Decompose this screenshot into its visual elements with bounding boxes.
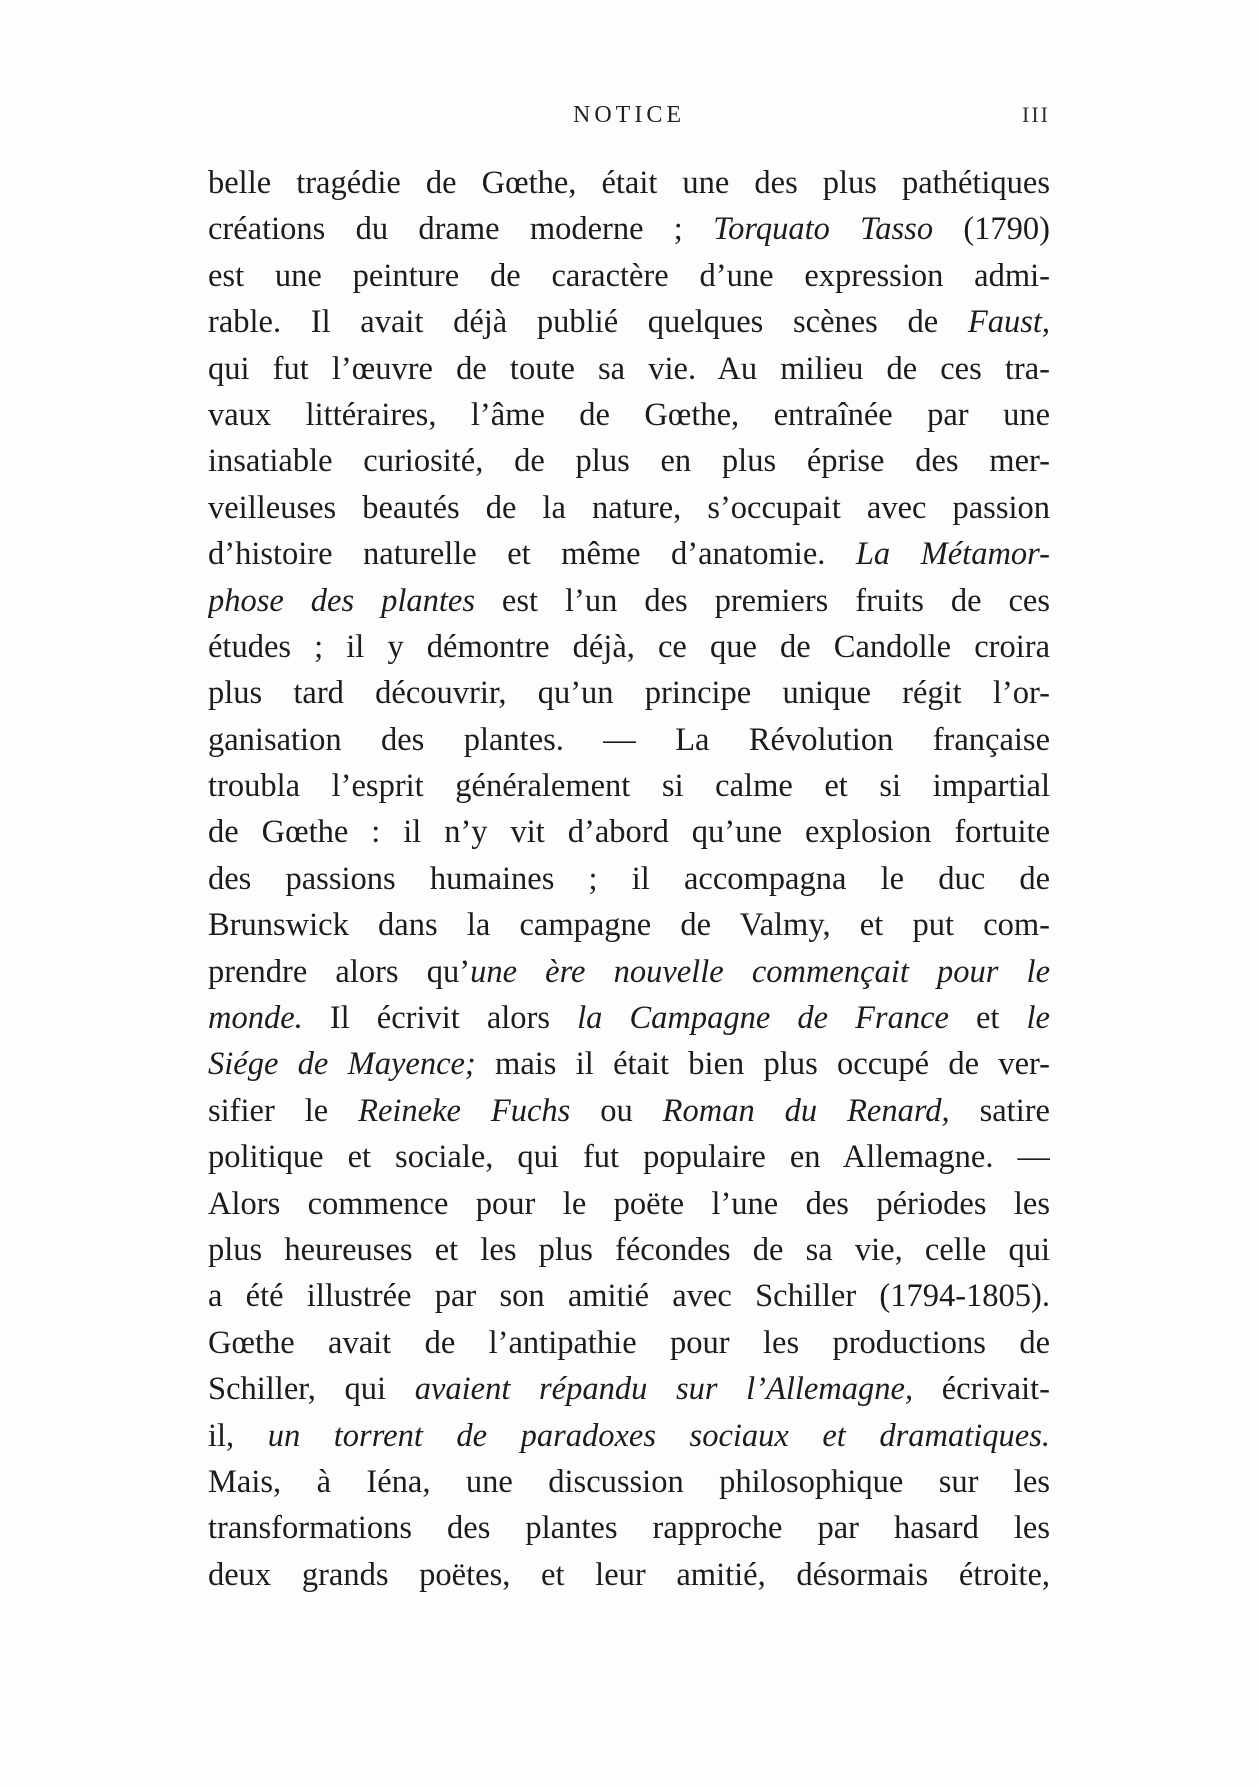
running-header: [208, 102, 1050, 142]
text-segment: Il écrivit alors: [302, 1000, 578, 1037]
italic-text: le: [1026, 1000, 1050, 1037]
text-segment: est une peinture de caractère d’une expression admi-: [208, 257, 1050, 294]
text-line: [208, 1088, 1050, 1134]
italic-text: la Campagne de France: [577, 1000, 949, 1037]
text-segment: (1790): [933, 211, 1050, 248]
text-segment: qui fut l’œuvre de toute sa vie. Au milieu de ces tra-: [208, 350, 1050, 387]
text-segment: vaux littéraires, l’âme de Gœthe, entraînée par une: [208, 396, 1050, 433]
text-line: [208, 670, 1050, 716]
text-segment: satire: [949, 1092, 1050, 1129]
italic-text: Roman du Renard,: [662, 1092, 950, 1129]
text-line: [208, 1552, 1050, 1598]
text-line: [208, 253, 1050, 299]
text-segment: et: [948, 1000, 1027, 1037]
text-segment: Brunswick dans la campagne de Valmy, et put com-: [208, 907, 1050, 944]
text-line: [208, 995, 1050, 1041]
text-segment: insatiable curiosité, de plus en plus éprise des mer-: [208, 443, 1050, 480]
text-line: [208, 1413, 1050, 1459]
text-line: [208, 392, 1050, 438]
text-segment: est l’un des premiers fruits de ces: [474, 582, 1050, 619]
text-line: [208, 763, 1050, 809]
italic-text: une ère nouvelle commençait pour le: [470, 953, 1050, 990]
text-line: [208, 856, 1050, 902]
text-line: [208, 206, 1050, 252]
italic-text: avaient répandu sur l’Allemagne,: [414, 1371, 914, 1408]
text-line: [208, 624, 1050, 670]
page-title: NOTICE: [573, 102, 685, 128]
text-segment: de Gœthe : il n’y vit d’abord qu’une explosion fortuite: [208, 814, 1050, 851]
text-line: [208, 1366, 1050, 1412]
italic-text: monde.: [208, 1000, 303, 1037]
text-segment: études ; il y démontre déjà, ce que de Candolle croira: [208, 628, 1050, 665]
text-segment: des passions humaines ; il accompagna le duc de: [208, 860, 1050, 897]
text-line: [208, 531, 1050, 577]
text-segment: troubla l’esprit généralement si calme et si impartial: [208, 768, 1050, 805]
text-line: [208, 902, 1050, 948]
text-line: [208, 1181, 1050, 1227]
text-segment: sifier le: [208, 1092, 359, 1129]
text-segment: Schiller, qui: [208, 1371, 415, 1408]
body-text: [208, 160, 1050, 1598]
text-line: [208, 809, 1050, 855]
text-segment: mais il était bien plus occupé de ver-: [475, 1046, 1050, 1083]
text-segment: belle tragédie de Gœthe, était une des plus pathétiques: [208, 165, 1050, 201]
text-segment: rable. Il avait déjà publié quelques scènes de: [208, 304, 968, 341]
italic-text: La Métamor-: [855, 536, 1050, 573]
page-number: III: [1022, 102, 1050, 127]
italic-text: Reineke Fuchs: [358, 1092, 571, 1129]
text-segment: plus heureuses et les plus fécondes de sa vie, celle qui: [208, 1231, 1050, 1268]
text-segment: veilleuses beautés de la nature, s’occupait avec passion: [208, 489, 1050, 526]
text-segment: Gœthe avait de l’antipathie pour les productions de: [208, 1324, 1050, 1361]
text-segment: ou: [570, 1092, 663, 1129]
italic-text: un torrent de paradoxes sociaux et dramatiques.: [267, 1417, 1050, 1454]
text-line: [208, 1041, 1050, 1087]
text-line: [208, 1273, 1050, 1319]
text-line: [208, 578, 1050, 624]
text-line: [208, 1320, 1050, 1366]
text-segment: d’histoire naturelle et même d’anatomie.: [208, 536, 856, 573]
italic-text: Siége de Mayence;: [208, 1046, 476, 1083]
text-line: [208, 1134, 1050, 1180]
text-line: [208, 438, 1050, 484]
text-line: [208, 1227, 1050, 1273]
text-line: [208, 1459, 1050, 1505]
text-segment: prendre alors qu’: [208, 953, 471, 990]
text-segment: créations du drame moderne ;: [208, 211, 714, 248]
italic-text: phose des plantes: [208, 582, 475, 619]
text-line: [208, 717, 1050, 763]
text-segment: écrivait-: [913, 1371, 1050, 1408]
text-segment: deux grands poëtes, et leur amitié, désormais étroite,: [208, 1556, 1050, 1593]
text-segment: plus tard découvrir, qu’un principe unique régit l’or-: [208, 675, 1050, 712]
text-segment: politique et sociale, qui fut populaire en Allemagne. —: [208, 1139, 1050, 1176]
text-line: [208, 346, 1050, 392]
text-line: [208, 1505, 1050, 1551]
text-line: [208, 949, 1050, 995]
text-line: [208, 160, 1050, 206]
text-line: [208, 299, 1050, 345]
text-segment: a été illustrée par son amitié avec Schiller (1794-1805).: [208, 1278, 1050, 1315]
italic-text: Torquato Tasso: [713, 211, 934, 248]
text-segment: transformations des plantes rapproche par hasard les: [208, 1510, 1050, 1547]
text-segment: il,: [208, 1417, 268, 1454]
italic-text: Faust,: [967, 304, 1050, 341]
text-line: [208, 485, 1050, 531]
text-segment: Mais, à Iéna, une discussion philosophique sur les: [208, 1463, 1050, 1500]
text-segment: Alors commence pour le poëte l’une des périodes les: [208, 1185, 1050, 1222]
text-segment: ganisation des plantes. — La Révolution française: [208, 721, 1050, 758]
